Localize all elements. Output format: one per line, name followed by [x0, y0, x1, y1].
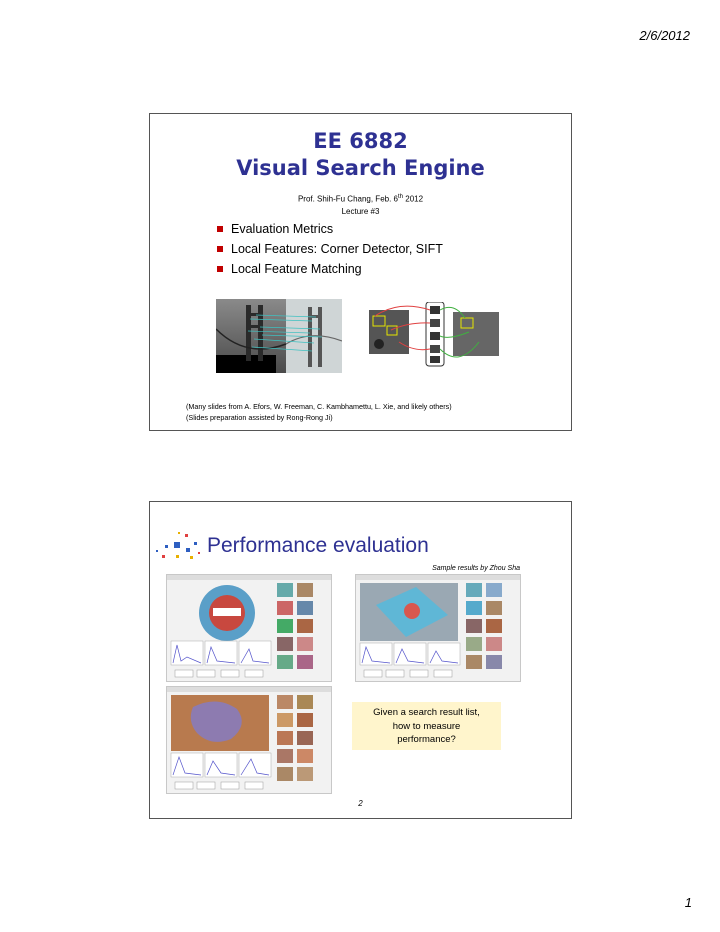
slide-credits: [186, 401, 452, 423]
decorative-dots-logo: [154, 528, 206, 564]
callout-line: Given a search result list,: [373, 707, 480, 718]
question-callout: [352, 702, 501, 750]
slide-2: [149, 501, 572, 819]
course-code: EE 6882: [313, 129, 408, 153]
bullet-square-icon: [217, 246, 223, 252]
search-result-screenshot: [166, 686, 332, 794]
slide-2-title: Performance evaluation: [207, 534, 429, 557]
bridge-photo: [216, 299, 342, 373]
page-number: 1: [684, 895, 692, 910]
course-name: Visual Search Engine: [236, 156, 485, 180]
sample-credit: Sample results by Zhou Sha: [432, 565, 520, 572]
slide-1: [149, 113, 572, 431]
topic-list: [217, 219, 443, 279]
search-result-screenshot: [166, 574, 332, 682]
credit-line: (Slides preparation assisted by Rong-Rong Ji): [186, 413, 333, 422]
instructor-date: Prof. Shih-Fu Chang, Feb. 6th 2012: [297, 194, 424, 204]
bullet-square-icon: [217, 226, 223, 232]
slide-number: 2: [358, 799, 363, 808]
feature-matching-diagram: [369, 302, 499, 368]
slide-1-subtitle: [150, 191, 571, 218]
list-item: Evaluation Metrics: [217, 219, 443, 239]
search-result-screenshot: [355, 574, 521, 682]
slide-1-title: [150, 128, 571, 182]
credit-line: (Many slides from A. Efors, W. Freeman, C. Kambhamettu, L. Xie, and likely others): [186, 402, 452, 411]
list-item: Local Features: Corner Detector, SIFT: [217, 239, 443, 259]
lecture-number: Lecture #3: [341, 206, 380, 216]
callout-line: performance?: [397, 734, 456, 745]
bullet-square-icon: [217, 266, 223, 272]
list-item: Local Feature Matching: [217, 259, 443, 279]
callout-line: how to measure: [392, 720, 461, 732]
page-date: 2/6/2012: [639, 28, 690, 43]
